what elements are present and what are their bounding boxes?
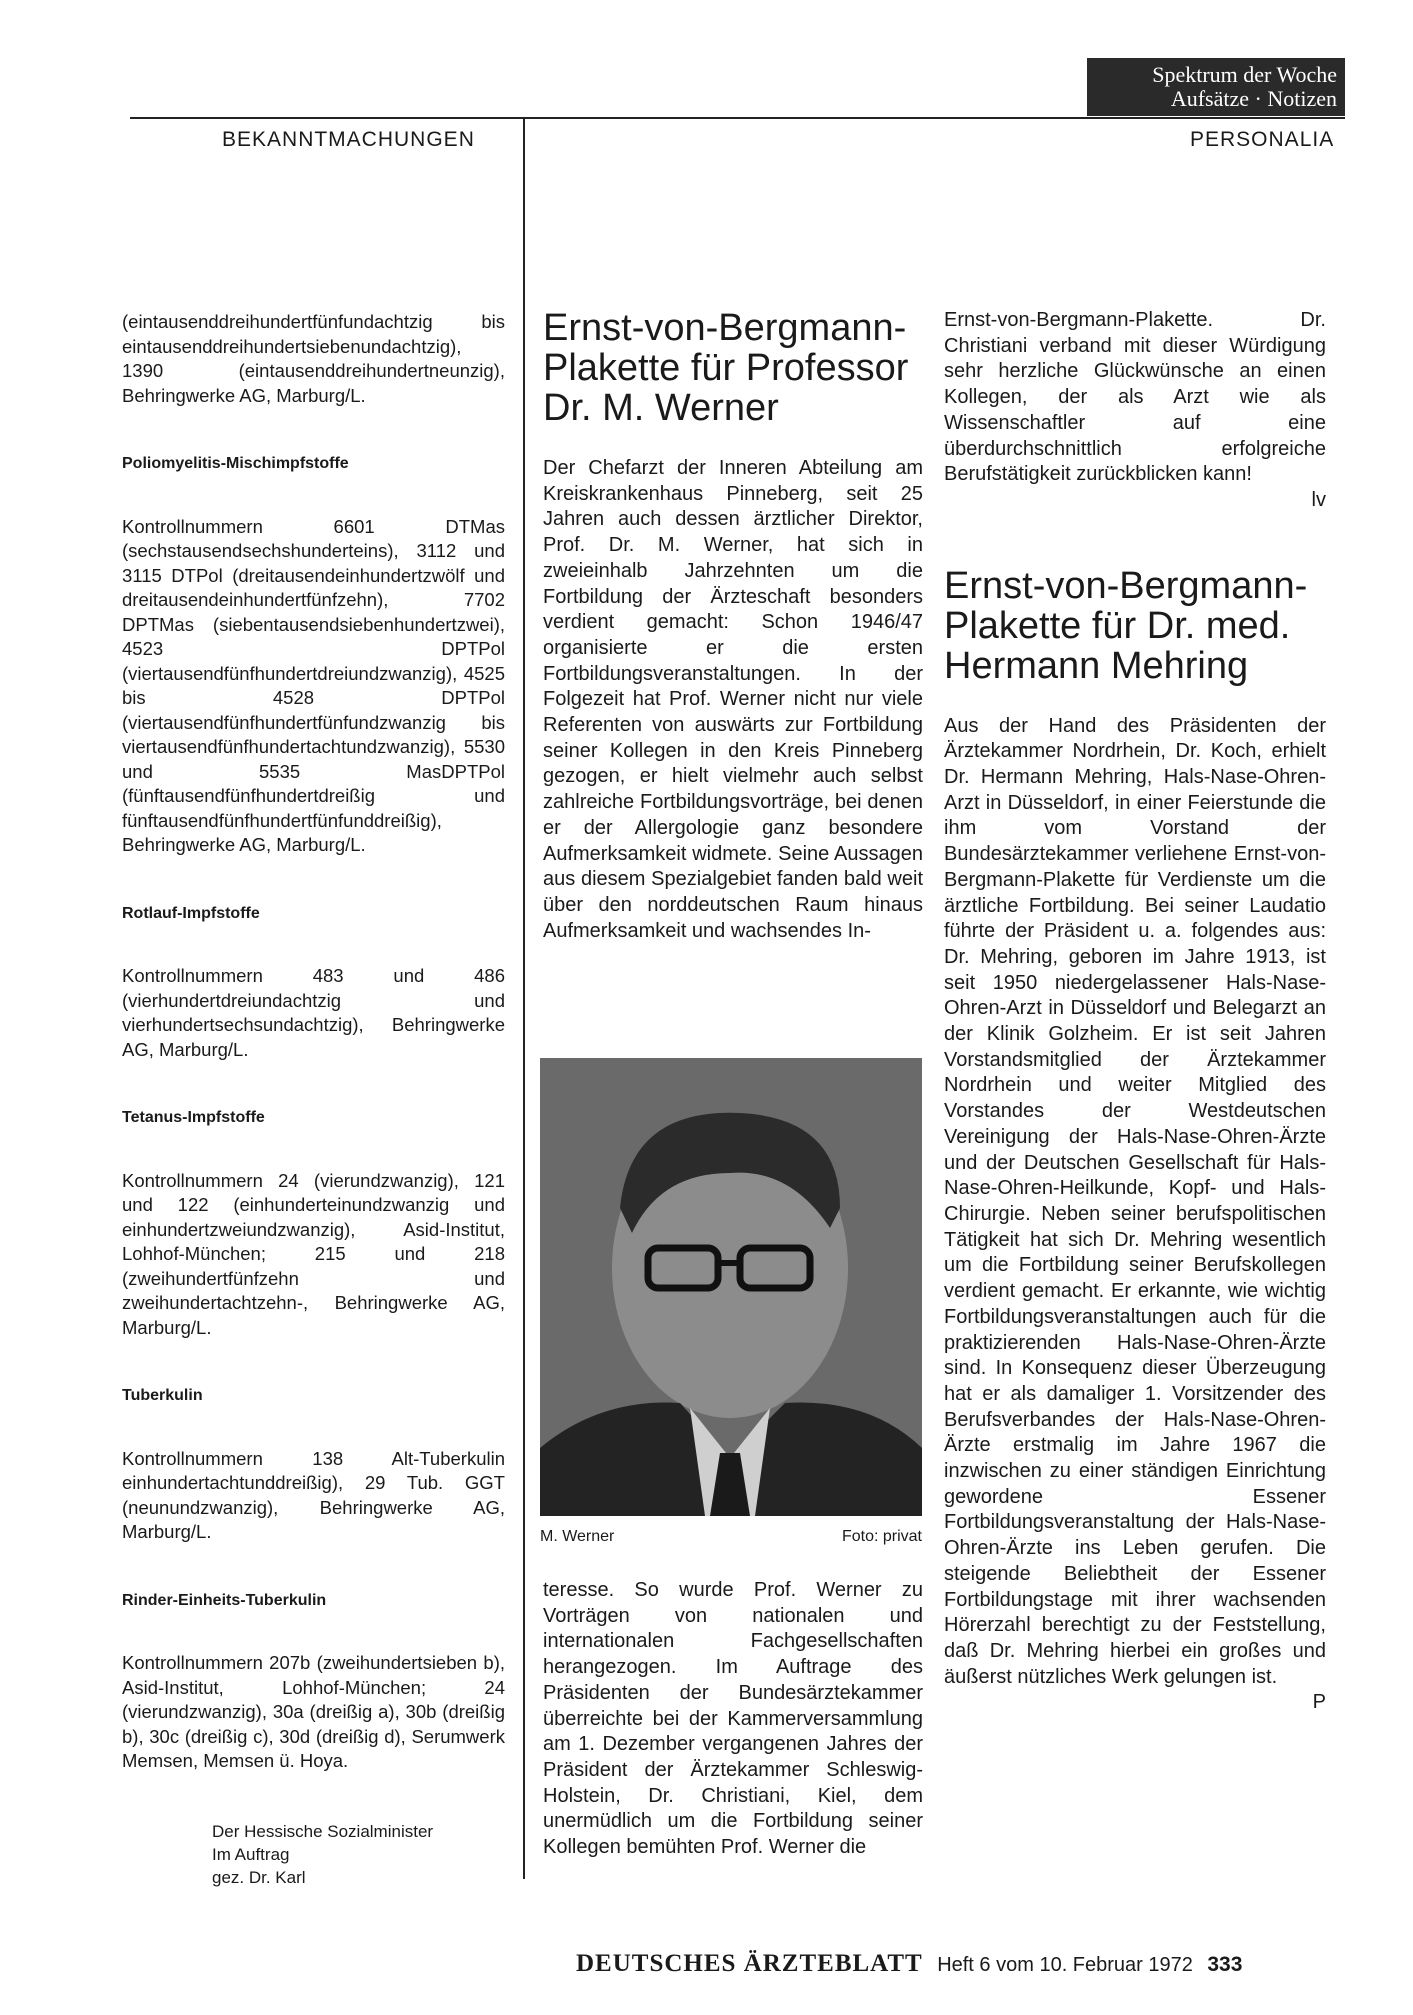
middle-article-continued <box>543 1578 923 1861</box>
article-headline: Ernst-von-Bergmann-Plakette für Professor Dr. M. Werner <box>543 307 909 429</box>
section-badge <box>1087 58 1345 116</box>
section-text: Kontrollnummern 6601 DTMas (sechstausendsechshunderteins), 3112 und 3115 DTPol (dreitausendeinhundertzwölf und dreitausendeinhundertfünfzehn), 7702 DPTMas (siebentausendsiebenhundertzwei), 4523 DPTPol (viertausendfünfhundertdreiundzwanzig), 4525 bis 4528 DPTPol (viertausendfünfhundertfünfundzwanzig bis viertausendfünfhundertachtundzwanzig), 5530 und 5535 MasDPTPol (fünftausendfünfhundertdreißig und fünftausendfünfhundertfünfunddreißig), Behringwerke AG, Marburg/L. <box>122 515 505 855</box>
section-heading: Tuberkulin <box>122 1387 203 1404</box>
author-sign: P <box>1312 1691 1326 1714</box>
portrait-image <box>540 1058 922 1516</box>
section-text: Kontrollnummern 24 (vierundzwanzig), 121 und 122 (einhunderteinundzwanzig und einhundertzweiundzwanzig), Asid-Institut, Lohhof-München; 215 und 218 (zweihundertfünfzehn und zweihundertachtzehn-, Behringwerke AG, Marburg/L. <box>122 1169 505 1338</box>
left-intro: (eintausenddreihundertfünfundachtzig bis eintausenddreihundertsiebenundachtzig), 1390 (eintausenddreihundertneunzig), Behringwerke AG, Marburg/L. <box>122 311 505 406</box>
journal-name: DEUTSCHES ÄRZTEBLATT <box>576 1950 923 1977</box>
photo-caption <box>540 1528 922 1546</box>
badge-line-2: Aufsätze · Notizen <box>1170 86 1337 111</box>
left-column <box>122 310 505 1774</box>
issue-info: Heft 6 vom 10. Februar 1972 <box>937 1954 1193 1976</box>
article-body: teresse. So wurde Prof. Werner zu Vorträgen von nationalen und internationalen Fachgesellschaften herangezogen. Im Auftrage des Präsidenten der Bundesärztekammer überreichte bei der Kammerversammlung am 1. Dezember vergangenen Jahres der Präsident der Ärztekammer Schleswig-Holstein, Dr. Christiani, Kiel, dem unermüdlich um die Fortbildung seiner Kollegen bemühten Prof. Werner die <box>543 1579 923 1859</box>
article-body: Der Chefarzt der Inneren Abteilung am Kreiskrankenhaus Pinneberg, seit 25 Jahren auch dessen ärztlicher Direktor, Prof. Dr. M. Werner, hat sich in zweieinhalb Jahrzehnten um die Fortbildung der Ärzteschaft besonders verdient gemacht: Schon 1946/47 organisierte er die ersten Fortbildungsveranstaltungen. In der Folgezeit hat Prof. Werner nicht nur viele Referenten von auswärts zur Fortbildung seiner Kollegen in den Kreis Pinneberg gezogen, er hielt vielmehr auch selbst zahlreiche Fortbildungsvorträge, bei denen er der Allergologie ganz besondere Aufmerksamkeit widmete. Seine Aussagen aus diesem Spezialgebiet fanden bald weit über den norddeutschen Raum hinaus Aufmerksamkeit und wachsendes In- <box>543 457 923 942</box>
middle-article <box>543 308 923 944</box>
signature-line: Im Auftrag <box>212 1845 290 1864</box>
signature-line: Der Hessische Sozialminister <box>212 1822 434 1841</box>
article-headline: Ernst-von-Bergmann-Plakette für Dr. med. Hermann Mehring <box>944 564 1308 687</box>
section-heading: Tetanus-Impfstoffe <box>122 1109 265 1126</box>
article-body: Aus der Hand des Präsidenten der Ärztekammer Nordrhein, Dr. Koch, erhielt Dr. Hermann Mehring, Hals-Nase-Ohren-Arzt in Düsseldorf, in einer Feierstunde die ihm vom Vorstand der Bundesärztekammer verliehene Ernst-von-Bergmann-Plakette für Verdienste um die ärztliche Fortbildung. Bei seiner Laudatio führte der Präsident u. a. folgendes aus: Dr. Mehring, geboren im Jahre 1913, ist seit 1950 niedergelassener Hals-Nase-Ohren-Arzt in Düsseldorf und Belegarzt an der Klinik Golzheim. Er ist seit Jahren Vorstandsmitglied der Ärztekammer Nordrhein und weiter Mitglied des Vorstandes der Westdeutschen Vereinigung der Hals-Nase-Ohren-Ärzte und der Deutschen Gesellschaft für Hals-Nase-Ohren-Heilkunde, Kopf- und Hals-Chirurgie. Neben seiner berufspolitischen Tätigkeit hat sich Dr. Mehring wesentlich um die Fortbildung seiner Berufskollegen verdient gemacht. Er erkannte, wie wichtig Fortbildungsveranstaltungen auch für die praktizierenden Hals-Nase-Ohren-Ärzte sind. In Konsequenz dieser Überzeugung hat er als damaliger 1. Vorsitzender des Berufsverbandes der Hals-Nase-Ohren-Ärzte erstmalig im Jahre 1967 die inzwischen zu einer ständigen Einrichtung gewordene Essener Fortbildungsveranstaltung der Hals-Nase-Ohren-Ärzte ins Leben gerufen. Die steigende Beliebtheit der Essener Fortbildungstage mit ihrer wachsenden Hörerzahl berechtigt zu der Feststellung, daß Dr. Mehring hierbei ein großes und äußerst nützliches Werk gelungen ist. <box>944 714 1326 1688</box>
section-text: Kontrollnummern 138 Alt-Tuberkulin einhundertachtunddreißig), 29 Tub. GGT (neunundzwanzig), Behringwerke AG, Marburg/L. <box>122 1447 505 1542</box>
author-sign: lv <box>1311 488 1326 511</box>
section-heading: Poliomyelitis-Mischimpfstoffe <box>122 455 349 472</box>
caption-credit: Foto: privat <box>841 1528 922 1545</box>
column-divider <box>523 119 525 1879</box>
section-heading: Rinder-Einheits-Tuberkulin <box>122 1591 327 1609</box>
header-rule <box>130 117 1345 119</box>
section-text: Kontrollnummern 483 und 486 (vierhundertdreiundachtzig und vierhundertsechsundachtzig), Behringwerke AG, Marburg/L. <box>122 965 505 1060</box>
caption-name: M. Werner <box>540 1528 615 1545</box>
article-continuation: Ernst-von-Bergmann-Plakette. Dr. Christiani verband mit dieser Würdigung sehr herzliche Glückwünsche an einen Kollegen, der als Arzt wie als Wissenschaftler auf eine überdurchschnittlich erfolgreiche Berufstätigkeit zurückblicken kann! <box>944 309 1326 486</box>
right-section-label: PERSONALIA <box>1190 128 1335 151</box>
section-text: Kontrollnummern 207b (zweihundertsieben b), Asid-Institut, Lohhof-München; 24 (vierundzwanzig), 30a (dreißig a), 30b (dreißig b), 30c (dreißig c), 30d (dreißig d), Serumwerk Memsen, Memsen ü. Hoya. <box>122 1652 505 1771</box>
section-heading: Rotlauf-Impfstoffe <box>122 904 260 922</box>
page-number: 333 <box>1207 1953 1243 1976</box>
signature-line: gez. Dr. Karl <box>212 1868 306 1887</box>
left-section-label: BEKANNTMACHUNGEN <box>222 128 475 151</box>
portrait-photo <box>540 1058 922 1516</box>
signature-block <box>212 1820 512 1889</box>
page-footer <box>576 1950 1336 1978</box>
badge-line-1: Spektrum der Woche <box>1152 62 1337 87</box>
right-column <box>944 308 1326 1716</box>
